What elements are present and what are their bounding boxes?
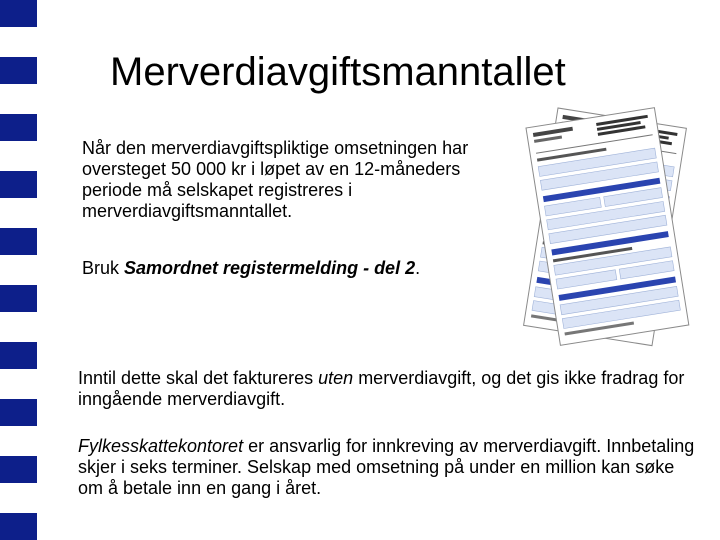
side-block (0, 228, 37, 255)
slide-title: Merverdiavgiftsmanntallet (110, 50, 566, 94)
side-decoration-bar (0, 0, 38, 540)
side-block (0, 285, 37, 312)
side-block (0, 0, 37, 27)
side-block (0, 57, 37, 84)
paragraph-invoicing-prefix: Inntil dette skal det faktureres (78, 368, 319, 388)
form-name: Samordnet registermelding - del 2 (124, 258, 416, 278)
paragraph-invoicing-emphasis: uten (318, 368, 354, 388)
registration-form-icon (488, 104, 698, 366)
paragraph-form-reference (82, 258, 487, 279)
side-block (0, 171, 37, 198)
paragraph-form-suffix: . (415, 258, 421, 278)
paragraph-collection (78, 436, 698, 499)
side-block (0, 114, 37, 141)
side-block (0, 513, 37, 540)
paragraph-invoicing-suffix: merverdiavgift, og det gis ikke fradrag for inngående merverdiavgift. (78, 368, 685, 409)
side-block (0, 399, 37, 426)
paragraph-invoicing (78, 368, 688, 410)
paragraph-form-prefix: Bruk (82, 258, 125, 278)
tax-office-name: Fylkesskattekontoret (78, 436, 244, 456)
paragraph-collection-rest: er ansvarlig for innkreving av merverdiavgift. Innbetaling skjer i seks terminer. Selskap med omsetning på under en million kan søke om å betale inn en gang i året. (78, 436, 695, 498)
side-block (0, 342, 37, 369)
paragraph-registration-threshold: Når den merverdiavgiftspliktige omsetningen har oversteget 50 000 kr i løpet av en 12-måneders periode må selskapet registreres i merverdiavgiftsmanntallet. (82, 138, 469, 221)
side-block (0, 456, 37, 483)
